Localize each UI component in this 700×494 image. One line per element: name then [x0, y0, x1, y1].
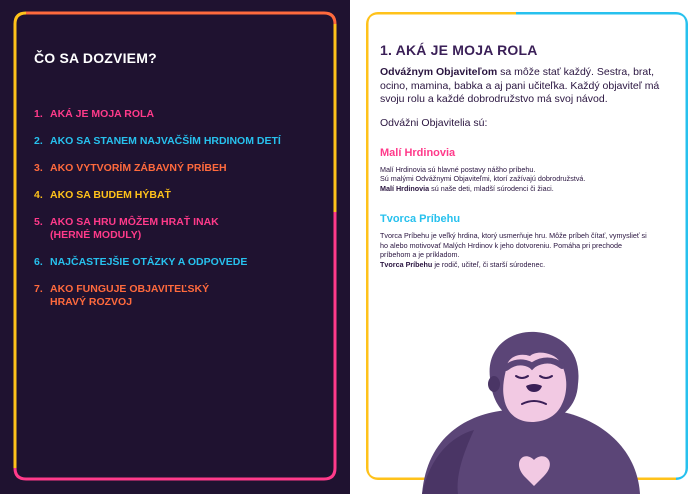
role-line: Sú malými Odvážnymi Objaviteľmi, ktorí zažívajú dobrodružstvá. [380, 174, 586, 184]
toc-item-label: AKO FUNGUJE OBJAVITEĽSKÝ HRAVÝ ROZVOJ [50, 283, 210, 308]
toc-item-number: 3. [34, 162, 43, 174]
toc-item-label: AKÁ JE MOJA ROLA [50, 108, 155, 120]
toc-item-label: AKO SA BUDEM HÝBAŤ [50, 189, 171, 201]
toc-title: ČO SA DOZVIEM? [34, 50, 157, 66]
role-text-little-heroes [380, 165, 670, 194]
role-line: je rodič, učiteľ, či starší súrodenec. [432, 260, 546, 270]
toc-item-number: 7. [34, 283, 43, 295]
page-content [380, 42, 670, 290]
role-line: Tvorca Príbehu je veľký hrdina, ktorý usmerňuje hru. Môže príbeh čítať, vymyslieť si ho alebo motivovať Malých Hrdinov k jeho dotvoreniu. Pomáha pri prechode príbehom a je príkladom. [380, 231, 647, 260]
toc-item-label: NAJČASTEJŠIE OTÁZKY A ODPOVEDE [50, 256, 248, 268]
toc-item-label: AKO SA HRU MÔŽEM HRAŤ INAK (HERNÉ MODULY) [50, 216, 219, 241]
role-line: Malí Hrdinovia sú hlavné postavy nášho príbehu. [380, 164, 536, 174]
toc-item-3[interactable] [34, 162, 324, 175]
role-line-bold: Malí Hrdinovia [380, 183, 430, 193]
role-text-story-creator [380, 231, 648, 269]
intro-text: sa môže stať každý. Sestra, brat, ocino, mamina, babka a aj pani učiteľka. Každý objaviteľ má svoju rolu a každé dobrodružstvo má svoj návod. [380, 66, 660, 105]
intro-paragraph [380, 66, 670, 107]
toc-item-1[interactable] [34, 108, 324, 121]
toc-item-number: 5. [34, 216, 43, 228]
role-title-little-heroes: Malí Hrdinovia [380, 146, 456, 159]
toc-item-4[interactable] [34, 189, 324, 202]
toc-list [34, 108, 324, 323]
toc-item-label: AKO SA STANEM NAJVAČŠÍM HRDINOM DETÍ [50, 135, 281, 147]
toc-item-2[interactable] [34, 135, 324, 148]
toc-item-label: AKO VYTVORÍM ZÁBAVNÝ PRÍBEH [50, 162, 227, 174]
intro-bold: Odvážnym Objaviteľom [380, 66, 498, 78]
toc-item-5[interactable] [34, 216, 324, 242]
explorers-subheading: Odvážni Objavitelia sú: [380, 116, 488, 129]
role-title-story-creator: Tvorca Príbehu [380, 213, 461, 226]
toc-item-number: 6. [34, 256, 43, 268]
gorilla-illustration [412, 326, 642, 494]
toc-item-6[interactable] [34, 256, 324, 269]
toc-item-number: 1. [34, 108, 43, 120]
toc-item-7[interactable] [34, 283, 324, 309]
role-line: sú naše deti, mladší súrodenci či žiaci. [429, 183, 554, 193]
page-heading: 1. AKÁ JE MOJA ROLA [380, 42, 538, 58]
toc-item-number: 4. [34, 189, 43, 201]
role-line-bold: Tvorca Príbehu [380, 260, 433, 270]
toc-item-number: 2. [34, 135, 43, 147]
